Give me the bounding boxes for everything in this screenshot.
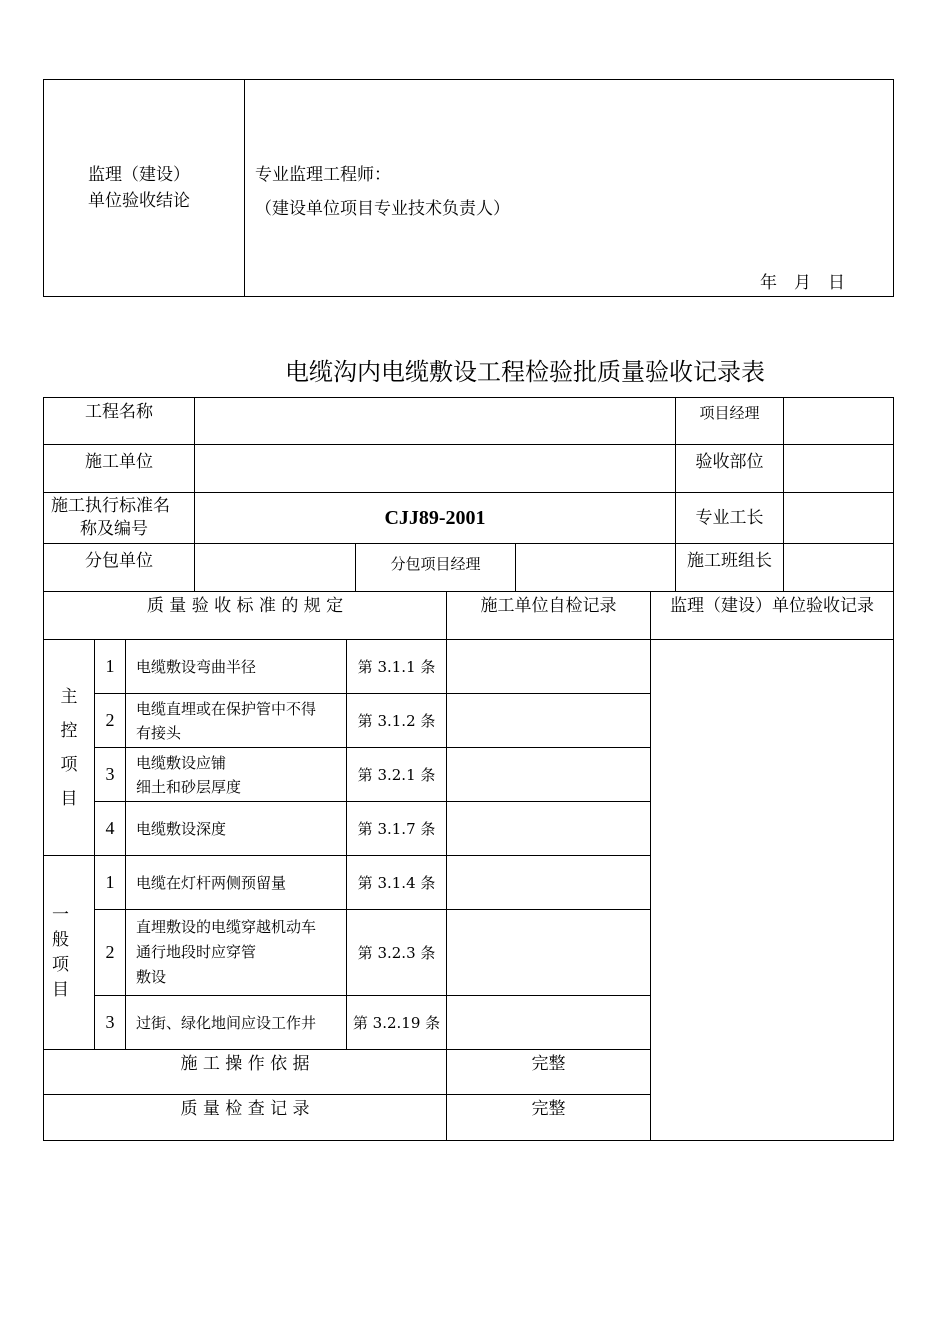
quality-record-label: 质 量 检 查 记 录 — [44, 1095, 447, 1141]
col-header-supervision: 监理（建设）单位验收记录 — [651, 592, 894, 640]
main-item-self-check — [447, 748, 651, 802]
general-item-description — [126, 856, 347, 910]
general-item-desc-line: 直埋敷设的电缆穿越机动车 — [136, 918, 317, 936]
acceptance-conclusion-table — [43, 79, 894, 297]
page-title: 电缆沟内电缆敷设工程检验批质量验收记录表 — [285, 358, 765, 386]
general-items-group-label — [44, 856, 95, 1050]
general-item-clause: 第 3.1.4 条 — [347, 856, 447, 910]
col-header-standard: 质 量 验 收 标 准 的 规 定 — [44, 592, 447, 640]
general-item-description — [126, 910, 347, 996]
operation-basis-label: 施 工 操 作 依 据 — [44, 1050, 447, 1095]
main-item-number: 4 — [95, 802, 126, 856]
general-item-desc-line: 过街、绿化地间应设工作井 — [136, 1013, 317, 1032]
conclusion-label-line1: 监理（建设） — [88, 165, 190, 185]
general-group-char-1: 一 — [52, 904, 69, 925]
owner-technical-lead-label: （建设单位项目专业技术负责人） — [255, 199, 510, 219]
main-group-char-3: 项 — [60, 754, 78, 775]
standard-label-line1: 施工执行标准名 — [51, 496, 170, 516]
foreman-label: 专业工长 — [676, 493, 784, 544]
subcontractor-value — [195, 544, 356, 592]
conclusion-label-line2: 单位验收结论 — [88, 191, 190, 211]
general-item-desc-line: 通行地段时应穿管 — [136, 943, 257, 961]
main-group-char-2: 控 — [60, 720, 78, 741]
general-item-self-check — [447, 856, 651, 910]
standard-label-line2: 称及编号 — [80, 519, 148, 539]
general-item-number: 2 — [95, 910, 126, 996]
general-item-clause: 第 3.2.3 条 — [347, 910, 447, 996]
main-item-desc-line: 电缆敷设弯曲半径 — [136, 657, 257, 676]
project-name-value — [195, 398, 676, 445]
general-group-char-3: 项 — [52, 954, 69, 975]
project-manager-value — [784, 398, 894, 445]
general-item-clause: 第 3.2.19 条 — [347, 996, 447, 1050]
main-item-number: 3 — [95, 748, 126, 802]
general-item-description — [126, 996, 347, 1050]
foreman-value — [784, 493, 894, 544]
operation-basis-value: 完整 — [447, 1050, 651, 1095]
main-group-char-1: 主 — [60, 686, 78, 707]
main-item-number: 2 — [95, 694, 126, 748]
general-item-number: 3 — [95, 996, 126, 1050]
main-item-desc-line: 有接头 — [136, 723, 182, 742]
main-item-self-check — [447, 802, 651, 856]
main-items-group-label — [44, 640, 95, 856]
main-item-clause: 第 3.2.1 条 — [347, 748, 447, 802]
standard-value: CJJ89-2001 — [195, 493, 676, 544]
sub-project-manager-value — [516, 544, 676, 592]
general-group-char-4: 目 — [52, 979, 69, 1000]
subcontractor-label: 分包单位 — [44, 544, 195, 592]
general-group-char-2: 般 — [52, 929, 69, 950]
main-item-description — [126, 640, 347, 694]
main-item-number: 1 — [95, 640, 126, 694]
main-item-self-check — [447, 640, 651, 694]
general-item-desc-line: 电缆在灯杆两侧预留量 — [136, 873, 287, 892]
inspection-items-table — [43, 591, 894, 1141]
conclusion-date: 年 月 日 — [760, 273, 845, 293]
acceptance-part-label: 验收部位 — [676, 445, 784, 493]
header-info-table — [43, 397, 894, 592]
supervising-engineer-label: 专业监理工程师： — [255, 165, 391, 185]
main-item-clause: 第 3.1.1 条 — [347, 640, 447, 694]
col-header-self-check: 施工单位自检记录 — [447, 592, 651, 640]
supervision-record-cell — [651, 640, 894, 1141]
conclusion-label-cell — [44, 80, 245, 297]
main-item-desc-line: 电缆敷设应铺 — [136, 753, 227, 772]
main-item-description — [126, 802, 347, 856]
main-item-clause: 第 3.1.2 条 — [347, 694, 447, 748]
acceptance-part-value — [784, 445, 894, 493]
main-item-desc-line: 细土和砂层厚度 — [136, 777, 242, 796]
main-item-self-check — [447, 694, 651, 748]
team-leader-label: 施工班组长 — [676, 544, 784, 592]
general-item-number: 1 — [95, 856, 126, 910]
main-item-clause: 第 3.1.7 条 — [347, 802, 447, 856]
main-item-desc-line: 电缆敷设深度 — [136, 819, 227, 838]
quality-record-value: 完整 — [447, 1095, 651, 1141]
general-item-desc-line: 敷设 — [136, 968, 167, 986]
team-leader-value — [784, 544, 894, 592]
main-group-char-4: 目 — [60, 788, 78, 809]
project-name-label: 工程名称 — [44, 398, 195, 445]
construction-unit-label: 施工单位 — [44, 445, 195, 493]
sub-project-manager-label: 分包项目经理 — [356, 544, 516, 592]
conclusion-content-cell — [245, 80, 894, 297]
main-item-description — [126, 748, 347, 802]
main-item-desc-line: 电缆直埋或在保护管中不得 — [136, 699, 317, 718]
main-item-description — [126, 694, 347, 748]
general-item-self-check — [447, 996, 651, 1050]
standard-label — [44, 493, 195, 544]
project-manager-label: 项目经理 — [676, 398, 784, 445]
general-item-self-check — [447, 910, 651, 996]
construction-unit-value — [195, 445, 676, 493]
